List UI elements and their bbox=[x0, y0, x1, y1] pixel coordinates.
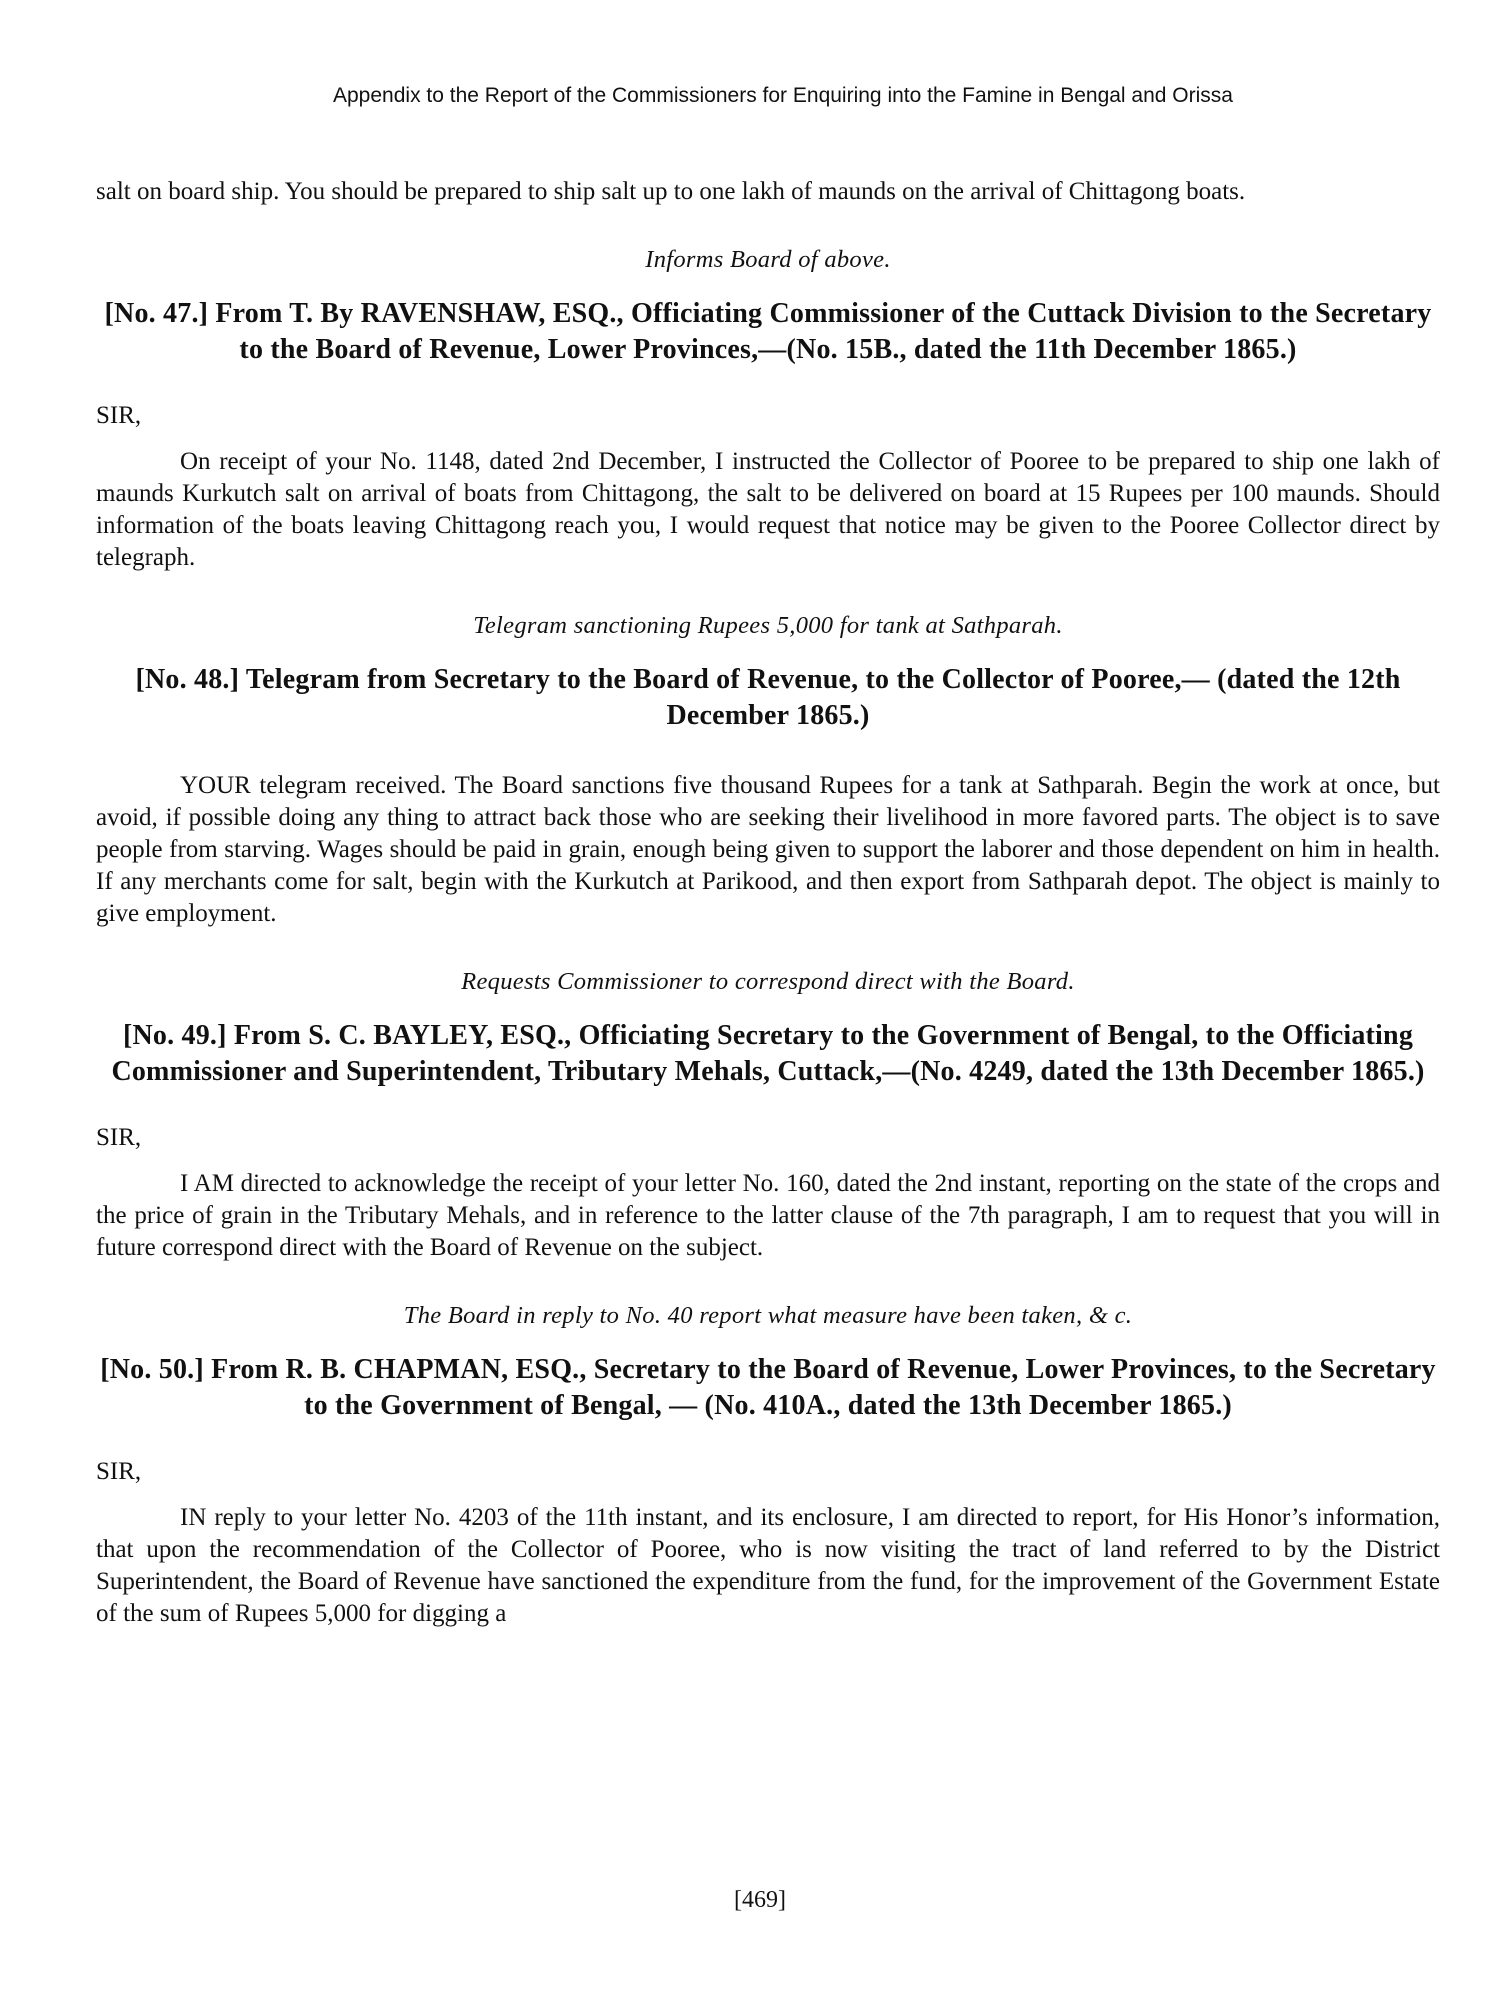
entry-50-heading: [No. 50.] From R. B. CHAPMAN, ESQ., Secretary to the Board of Revenue, Lower Provinces, to the Secretary to the Government of Bengal, — (No. 410A., dated the 13th December 1865.) bbox=[100, 1354, 1436, 1421]
entry-50-caption: The Board in reply to No. 40 report what measure have been taken, & c. bbox=[403, 1302, 1133, 1329]
entry-48-body: YOUR telegram received. The Board sanctions five thousand Rupees for a tank at Sathparah. Begin the work at once, but avoid, if possible doing any thing to attract back those who are seeking their livelihood in more favored parts. The object is to save people from starving. Wages should be paid in grain, enough being given to support the laborer and those dependent on him in health. If any merchants come for salt, begin with the Kurkutch at Parikood, and then export from Sathparah depot. The object is mainly to give employment. bbox=[96, 772, 1440, 927]
entry-48-caption: Telegram sanctioning Rupees 5,000 for tank at Sathparah. bbox=[473, 612, 1063, 639]
entry-47-salutation: SIR, bbox=[96, 402, 142, 429]
entry-48-heading: [No. 48.] Telegram from Secretary to the Board of Revenue, to the Collector of Pooree,— (dated the 12th December 1865.) bbox=[135, 664, 1401, 731]
running-head: Appendix to the Report of the Commissioners for Enquiring into the Famine in Bengal and Orissa bbox=[333, 84, 1233, 107]
page-number: [469] bbox=[734, 1887, 786, 1913]
entry-47-heading: [No. 47.] From T. By RAVENSHAW, ESQ., Officiating Commissioner of the Cuttack Division to the Secretary to the Board of Revenue, Lower Provinces,—(No. 15B., dated the 11th December 1865.) bbox=[104, 298, 1432, 365]
entry-47-caption: Informs Board of above. bbox=[645, 246, 891, 273]
entry-50-body: IN reply to your letter No. 4203 of the 11th instant, and its enclosure, I am directed to report, for His Honor’s information, that upon the recommendation of the Collector of Pooree, who is now visiting the tract of land referred to by the District Superintendent, the Board of Revenue have sanctioned the expenditure from the fund, for the improvement of the Government Estate of the sum of Rupees 5,000 for digging a bbox=[96, 1504, 1440, 1627]
entry-47-body: On receipt of your No. 1148, dated 2nd December, I instructed the Collector of Pooree to be prepared to ship one lakh of maunds Kurkutch salt on arrival of boats from Chittagong, the salt to be delivered on board at 15 Rupees per 100 maunds. Should information of the boats leaving Chittagong reach you, I would request that notice may be given to the Pooree Collector direct by telegraph. bbox=[96, 448, 1440, 571]
entry-49-heading: [No. 49.] From S. C. BAYLEY, ESQ., Officiating Secretary to the Government of Bengal, to the Officiating Commissioner and Superintendent, Tributary Mehals, Cuttack,—(No. 4249, dated the 13th December 1865.) bbox=[111, 1020, 1425, 1087]
entry-49-caption: Requests Commissioner to correspond direct with the Board. bbox=[461, 968, 1075, 995]
entry-50-salutation: SIR, bbox=[96, 1458, 142, 1485]
intro-paragraph: salt on board ship. You should be prepared to ship salt up to one lakh of maunds on the arrival of Chittagong boats. bbox=[96, 178, 1246, 205]
entry-49-body: I AM directed to acknowledge the receipt of your letter No. 160, dated the 2nd instant, reporting on the state of the crops and the price of grain in the Tributary Mehals, and in reference to the latter clause of the 7th paragraph, I am to request that you will in future correspond direct with the Board of Revenue on the subject. bbox=[96, 1170, 1440, 1261]
entry-49-salutation: SIR, bbox=[96, 1124, 142, 1151]
